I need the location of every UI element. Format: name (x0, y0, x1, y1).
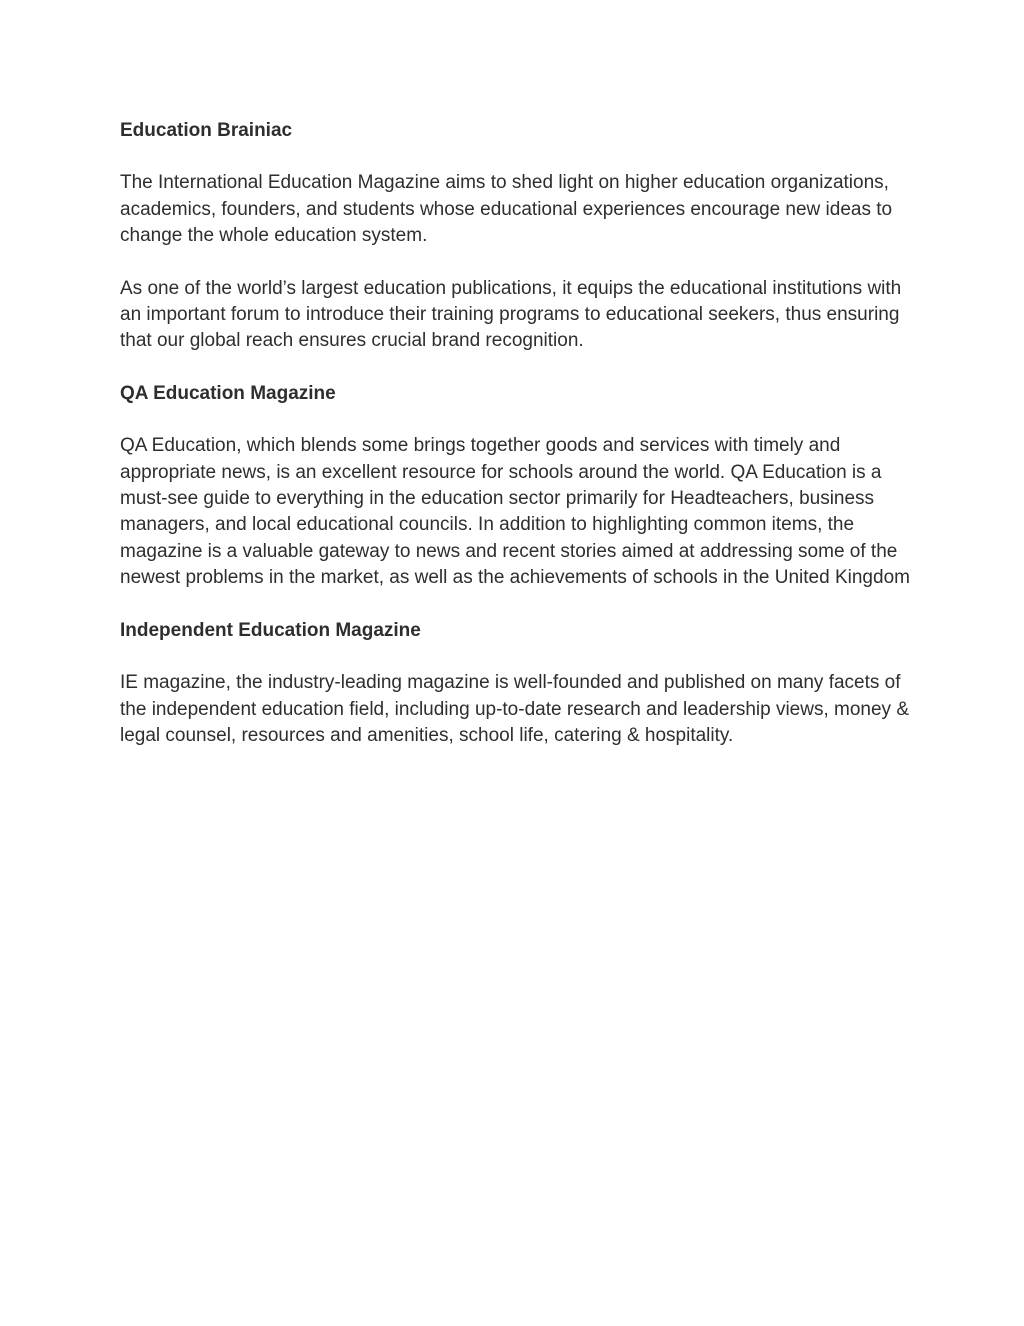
paragraph-independent-education-1: IE magazine, the industry-leading magazine is well-founded and published on many facets of the independent education field, including up-to-date research and leadership views, money & legal counsel, resources and amenities, school life, catering & hospitality. (120, 672, 910, 746)
section-heading-education-brainiac: Education Brainiac (120, 120, 293, 141)
paragraph-education-brainiac-1: The International Education Magazine aims to shed light on higher education organizations, academics, founders, and students whose educational experiences encourage new ideas to change the whole education system. (120, 172, 893, 247)
section-heading-independent-education: Independent Education Magazine (120, 619, 421, 641)
paragraph-qa-education-1: QA Education, which blends some brings together goods and services with timely and appropriate news, is an excellent resource for schools around the world. QA Education is a must-see guide to everything in the education sector primarily for Headteachers, business managers, and local educational councils. In addition to highlighting common items, the magazine is a valuable gateway to news and recent stories aimed at addressing some of the newest problems in the market, as well as the achievements of schools in the United Kingdom (120, 435, 910, 589)
paragraph-education-brainiac-2: As one of the world’s largest education publications, it equips the educational institutions with an important forum to introduce their training programs to educational seekers, thus ensuring that our global reach ensures crucial brand recognition. (120, 277, 902, 352)
document-page (120, 118, 910, 775)
section-heading-qa-education: QA Education Magazine (120, 382, 336, 404)
